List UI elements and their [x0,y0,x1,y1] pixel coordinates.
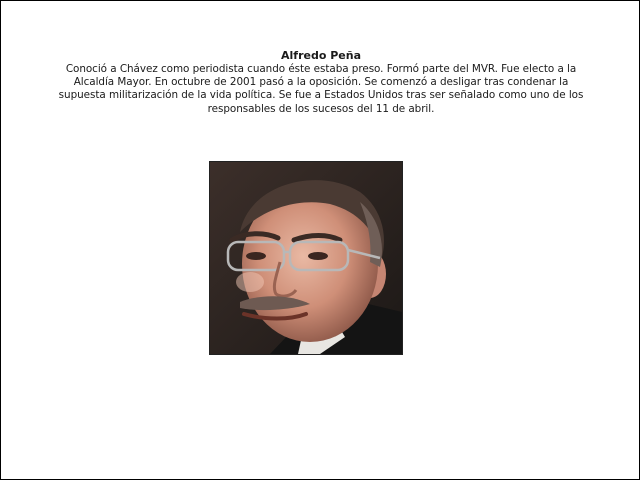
profile-bio: Conoció a Chávez como periodista cuando éste estaba preso. Formó parte del MVR. Fue electo a la Alcaldía Mayor. En octubre de 2001 pasó a la oposición. Se comenzó a desligar tras condenar la supuesta militarización de la vida política. Se fue a Estados Unidos tras ser señalado como uno de los responsables de los sucesos del 11 de abril. [58,63,584,115]
portrait-photo [209,161,403,355]
profile-name: Alfredo Peña [281,49,361,62]
profile-caption [51,49,591,116]
